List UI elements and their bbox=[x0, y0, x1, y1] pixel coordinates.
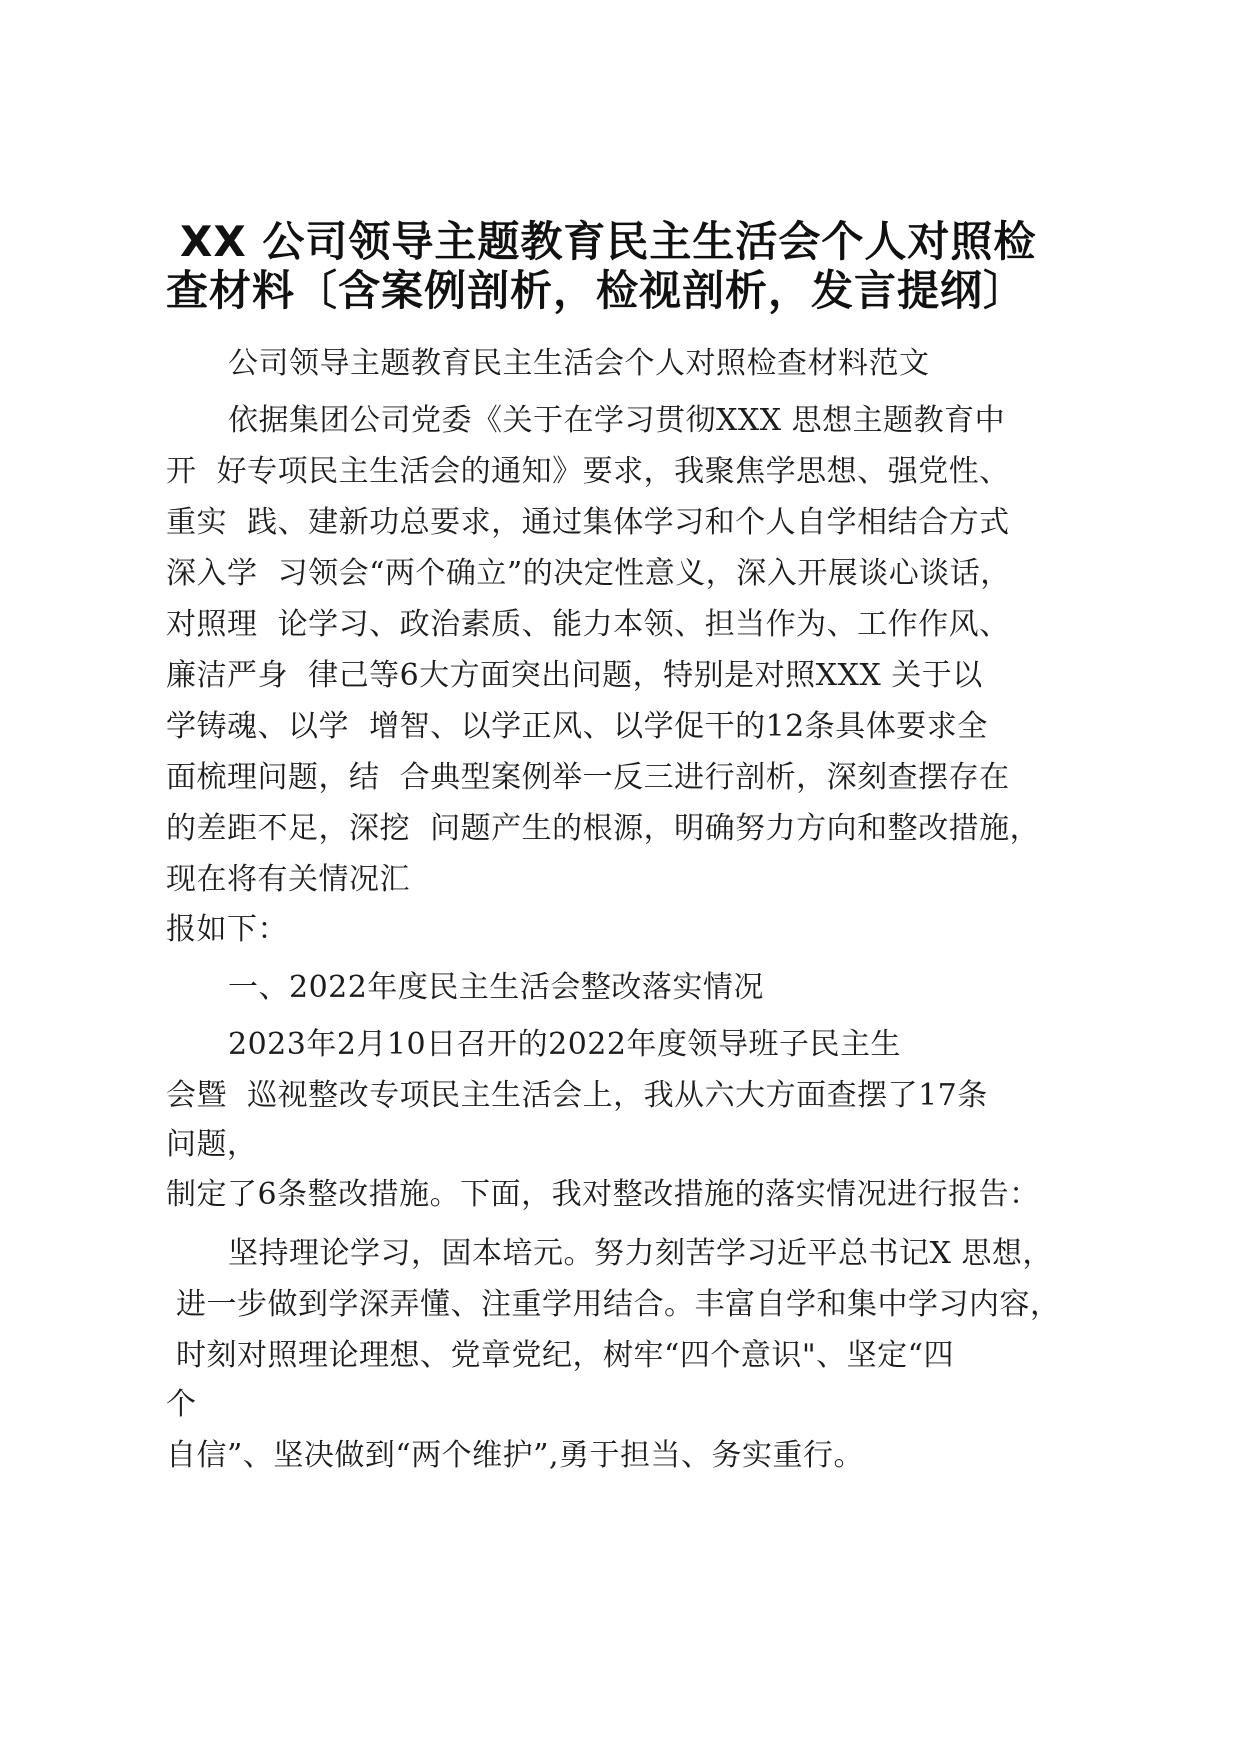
paragraph1-line-5: 对照理 论学习、政治素质、能力本领、担当作为、工作作风、 bbox=[166, 607, 1010, 642]
paragraph3-line-1: 坚持理论学习，固本培元。努力刻苦学习近平总书记X 思想， bbox=[228, 1236, 1053, 1271]
paragraph3-line-3: 时刻对照理论理想、党章党纪，树牢“四个意识"、坚定“四 bbox=[166, 1338, 955, 1373]
document-title-line-2: 查材料〔含案例剖析，检视剖析，发言提纲〕 bbox=[166, 266, 1027, 315]
paragraph1-line-1: 依据集团公司党委《关于在学习贯彻XXX 思想主题教育中 bbox=[228, 403, 1006, 438]
paragraph1-line-2: 开 好专项民主生活会的通知》要求，我聚焦学思想、强党性、 bbox=[166, 454, 1010, 489]
section1-heading: 一、2022年度民主生活会整改落实情况 bbox=[228, 970, 764, 1005]
paragraph1-line-3: 重实 践、建新功总要求，通过集体学习和个人自学相结合方式 bbox=[166, 505, 1010, 540]
paragraph3-line-2: 进一步做到学深弄懂、注重学用结合。丰富自学和集中学习内容， bbox=[166, 1287, 1061, 1322]
paragraph3-line-4: 个 bbox=[166, 1387, 197, 1422]
paragraph3-line-5: 自信”、坚决做到“两个维护”,勇于担当、务实重行。 bbox=[166, 1438, 865, 1473]
paragraph2-line-3: 问题， bbox=[166, 1127, 258, 1162]
paragraph1-line-6: 廉洁严身 律己等6大方面突出问题，特别是对照XXX 关于以 bbox=[166, 658, 983, 693]
paragraph1-line-8: 面梳理问题，结 合典型案例举一反三进行剖析，深刻查摆存在 bbox=[166, 760, 1010, 795]
paragraph2-line-1: 2023年2月10日召开的2022年度领导班子民主生 bbox=[228, 1027, 901, 1062]
paragraph1-line-11: 报如下： bbox=[166, 912, 288, 947]
paragraph1-line-7: 学铸魂、以学 增智、以学正风、以学促干的12条具体要求全 bbox=[166, 709, 988, 744]
document-subtitle: 公司领导主题教育民主生活会个人对照检查材料范文 bbox=[228, 346, 930, 381]
paragraph1-line-4: 深入学 习领会“两个确立”的决定性意义，深入开展谈心谈话， bbox=[166, 556, 1011, 591]
document-title-line-1: XX 公司领导主题教育民主生活会个人对照检 bbox=[180, 217, 1037, 266]
paragraph2-line-2: 会暨 巡视整改专项民主生活会上，我从六大方面查摆了17条 bbox=[166, 1078, 988, 1113]
paragraph1-line-9: 的差距不足，深挖 问题产生的根源，明确努力方向和整改措施， bbox=[166, 811, 1041, 846]
paragraph2-line-4: 制定了6条整改措施。下面，我对整改措施的落实情况进行报告： bbox=[166, 1177, 1040, 1212]
paragraph1-line-10: 现在将有关情况汇 bbox=[166, 862, 410, 897]
